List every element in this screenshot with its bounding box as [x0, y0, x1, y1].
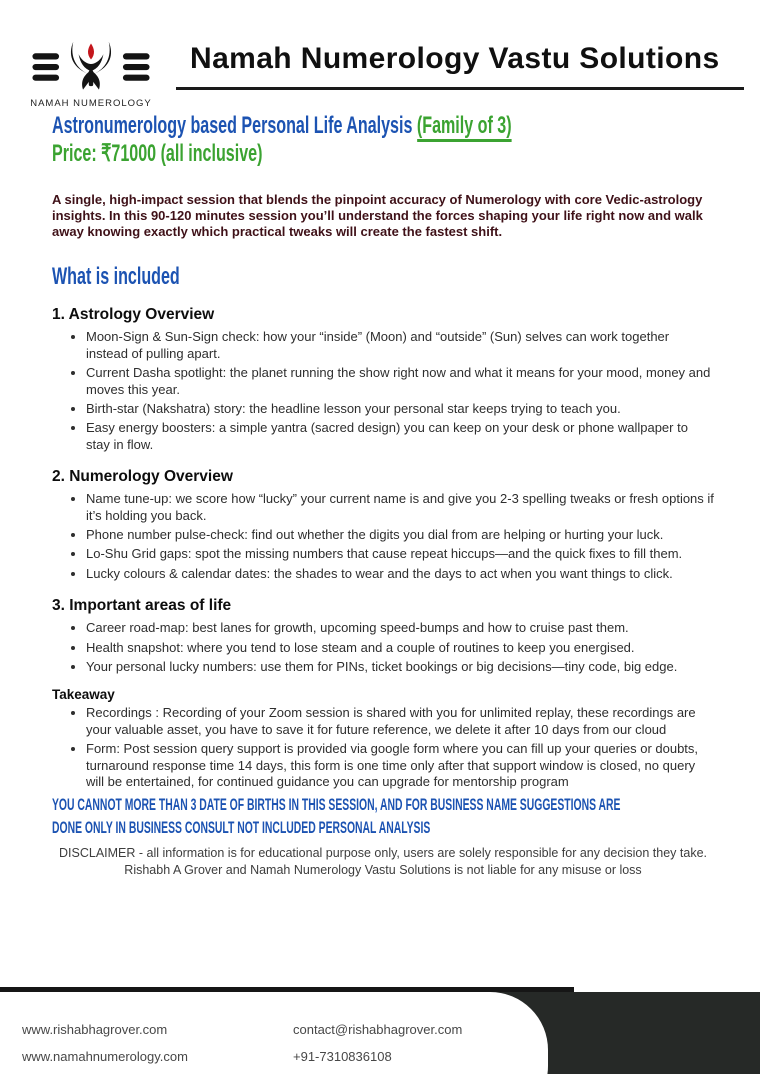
session-limit-notice: [52, 794, 760, 840]
offer-heading-text: Astronumerology based Personal Life Analysis: [52, 112, 413, 139]
offer-heading-line1: [52, 112, 512, 140]
offer-intro: A single, high-impact session that blends the pinpoint accuracy of Numerology with core Vedic-astrology insights. In this 90-120 minutes session you’ll understand the forces shaping your life right now and walk away knowing exactly which practical tweaks will create the fastest shift.: [52, 192, 703, 239]
brand-title-underline: [176, 87, 744, 90]
list-item: • Your personal lucky numbers: use them for PINs, ticket bookings or big decisions—tiny code, big edge.: [86, 659, 714, 675]
numerology-bullet-list: [52, 491, 714, 582]
list-item: • Name tune-up: we score how “lucky” your current name is and give you 2-3 spelling tweaks or fresh options if it’s holding you back.: [86, 491, 714, 524]
footer-website-1: www.rishabhagrover.com: [22, 1022, 168, 1037]
section-title-areas-of-life: 3. Important areas of life: [52, 597, 232, 615]
list-item: • Birth-star (Nakshatra) story: the headline lesson your personal star keeps trying to teach you.: [86, 401, 714, 417]
logo: [30, 40, 152, 109]
footer-websites: [22, 1016, 188, 1070]
included-heading: What is included: [52, 263, 180, 291]
brand-title: Namah Numerology Vastu Solutions: [190, 42, 720, 75]
notice-line1: YOU CANNOT MORE THAN 3 DATE OF BIRTHS IN THIS SESSION, AND FOR BUSINESS NAME SUGGESTIONS ARE: [52, 795, 621, 814]
footer-divider-bar: [0, 987, 574, 992]
footer-website-2: www.namahnumerology.com: [22, 1049, 188, 1064]
list-item: • Current Dasha spotlight: the planet running the show right now and what it means for your mood, money and moves this year.: [86, 365, 714, 398]
footer-email: contact@rishabhagrover.com: [293, 1022, 463, 1037]
flame-icon: [88, 44, 94, 60]
footer: [0, 992, 760, 1074]
logo-caption: NAMAH NUMEROLOGY: [30, 98, 152, 109]
disclaimer-line1: DISCLAIMER - all information is for educational purpose only, users are solely responsible for any decision they take.: [59, 845, 707, 860]
list-item: • Career road-map: best lanes for growth, upcoming speed-bumps and how to cruise past them.: [86, 620, 714, 636]
section-title-takeaway: Takeaway: [52, 687, 115, 703]
disclaimer: [52, 845, 714, 880]
section-title-numerology: 2. Numerology Overview: [52, 468, 233, 486]
list-item: • Easy energy boosters: a simple yantra (sacred design) you can keep on your desk or phone wallpaper to stay in flow.: [86, 420, 714, 453]
main-content: [52, 112, 714, 880]
notice-line2: DONE ONLY IN BUSINESS CONSULT NOT INCLUDED PERSONAL ANALYSIS: [52, 818, 431, 837]
disclaimer-line2: Rishabh A Grover and Namah Numerology Vastu Solutions is not liable for any misuse or loss: [124, 863, 642, 878]
section-title-astrology: 1. Astrology Overview: [52, 306, 215, 324]
footer-contact: [293, 1016, 462, 1070]
list-item: • Phone number pulse-check: find out whether the digits you dial from are helping or hurting your luck.: [86, 527, 714, 543]
takeaway-bullet-list: [52, 705, 714, 790]
list-item: • Recordings : Recording of your Zoom session is shared with you for unlimited replay, these recordings are your valuable asset, you have to save it for future reference, we delete it after 10 days from our cloud: [86, 705, 714, 738]
list-item: • Lo-Shu Grid gaps: spot the missing numbers that cause repeat hiccups—and the quick fixes to fill them.: [86, 546, 714, 562]
offer-price: Price: ₹71000 (all inclusive): [52, 140, 263, 167]
list-item: • Moon-Sign & Sun-Sign check: how your “inside” (Moon) and “outside” (Sun) selves can work together instead of pulling apart.: [86, 329, 714, 362]
areas-of-life-bullet-list: [52, 620, 714, 675]
list-item: • Health snapshot: where you tend to lose steam and a couple of routines to keep you energised.: [86, 640, 714, 656]
offer-heading: [52, 112, 512, 168]
offer-heading-highlight: (Family of 3): [417, 112, 512, 142]
list-item: • Form: Post session query support is provided via google form where you can fill up your queries or doubts, turnaround response time 14 days, this form is one time only after that support window is closed, no query will be entertained, for continued guidance you can upgrade for mentorship program: [86, 741, 714, 790]
astrology-bullet-list: [52, 329, 714, 453]
footer-phone: +91-7310836108: [293, 1049, 392, 1064]
trident-logo-icon: [32, 40, 150, 95]
list-item: • Lucky colours & calendar dates: the shades to wear and the days to act when you want things to click.: [86, 566, 714, 582]
